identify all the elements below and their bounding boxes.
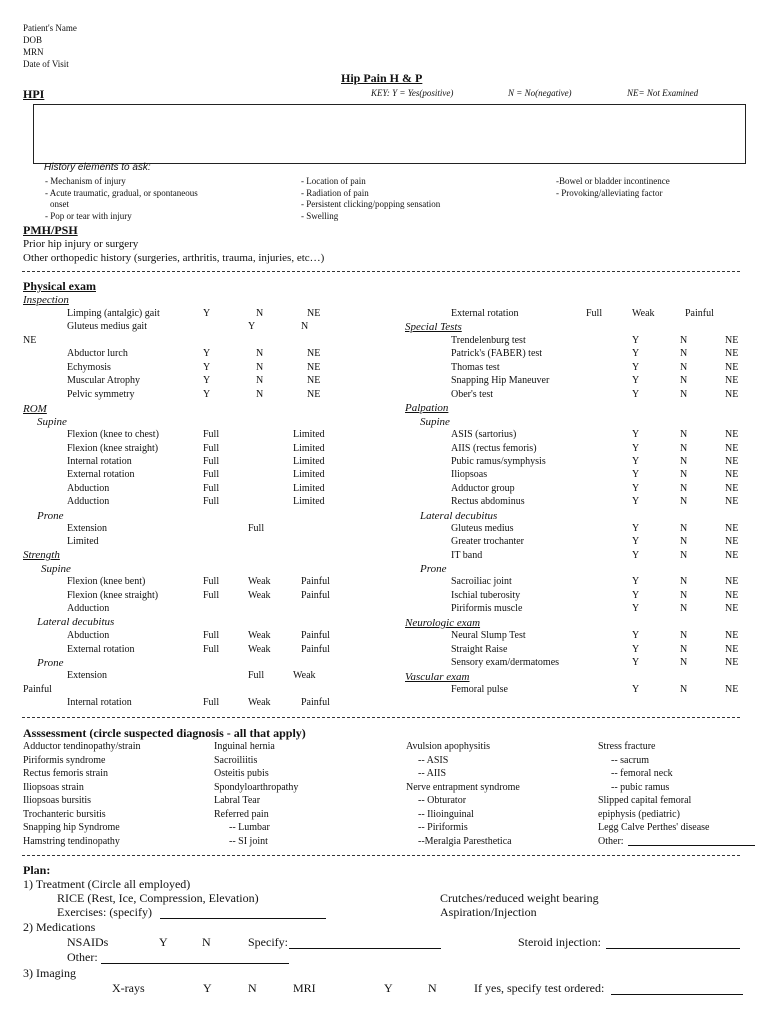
special-test-item: Trendelenburg test	[451, 335, 526, 346]
diagnosis-option[interactable]: Trochanteric bursitis	[23, 808, 106, 820]
option-ne[interactable]: NE	[725, 536, 739, 547]
palpation-lateral-label: Lateral decubitus	[420, 510, 498, 522]
option-y[interactable]: Y	[203, 308, 211, 319]
rom-item: External rotation	[451, 308, 519, 319]
option-ne[interactable]: NE	[725, 375, 739, 386]
option-weak[interactable]: Weak	[248, 644, 271, 655]
option-full[interactable]: Full	[203, 590, 220, 601]
palpation-item: Adductor group	[451, 483, 515, 494]
neuro-item: Neural Slump Test	[451, 630, 526, 641]
neuro-item: Straight Raise	[451, 644, 508, 655]
medications-label: 2) Medications	[23, 920, 96, 934]
palpation-prone-label: Prone	[420, 563, 447, 575]
pmh-line: Other orthopedic history (surgeries, arthritis, trauma, injuries, etc…)	[23, 252, 325, 264]
palpation-item: AIIS (rectus femoris)	[451, 443, 537, 454]
palpation-item: Piriformis muscle	[451, 603, 523, 614]
option-n[interactable]: N	[256, 308, 264, 319]
diagnosis-option[interactable]: Iliopsoas strain	[23, 781, 84, 793]
option-n[interactable]: N	[301, 321, 309, 332]
option-y[interactable]: Y	[632, 375, 640, 386]
option-n[interactable]: N	[680, 348, 688, 359]
diagnosis-option[interactable]: -- ASIS	[418, 754, 449, 766]
rom-item: External rotation	[67, 469, 135, 480]
option-n[interactable]: N	[680, 483, 688, 494]
option-ne[interactable]: NE	[725, 630, 739, 641]
history-item: - Radiation of pain	[301, 188, 369, 198]
if-yes-label: If yes, specify test ordered:	[474, 981, 605, 995]
option-n[interactable]: N	[680, 362, 688, 373]
nsaids-specify-label: Specify:	[248, 935, 288, 949]
option-weak[interactable]: Weak	[248, 697, 271, 708]
option-y[interactable]: Y	[632, 523, 640, 534]
xrays-yes[interactable]: Y	[203, 981, 212, 995]
option-n[interactable]: N	[680, 576, 688, 587]
option-ne[interactable]: NE	[725, 362, 739, 373]
diagnosis-option[interactable]: -- pubic ramus	[611, 781, 670, 793]
rom-supine-label: Supine	[37, 416, 67, 428]
inspection-item: Abductor lurch	[67, 348, 128, 359]
assessment-heading: Asssessment (circle suspected diagnosis - all that apply)	[23, 726, 306, 740]
option-limited[interactable]: Limited	[293, 429, 325, 440]
option-y[interactable]: Y	[632, 483, 640, 494]
divider	[22, 271, 740, 272]
mri-no[interactable]: N	[428, 981, 437, 995]
option-n[interactable]: N	[256, 362, 264, 373]
history-item: - Pop or tear with injury	[45, 211, 132, 221]
diagnosis-option[interactable]: Nerve entrapment syndrome	[406, 781, 520, 793]
diagnosis-option[interactable]: Sacroiliitis	[214, 754, 258, 766]
nsaids-label: NSAIDs	[67, 935, 109, 949]
history-item: - Acute traumatic, gradual, or spontaneous	[45, 188, 198, 198]
special-test-item: Snapping Hip Maneuver	[451, 375, 550, 386]
option-limited[interactable]: Limited	[293, 496, 325, 507]
diagnosis-option[interactable]: -- SI joint	[229, 835, 268, 847]
palpation-item: Rectus abdominus	[451, 496, 525, 507]
option-full[interactable]: Full	[203, 443, 220, 454]
option-n[interactable]: N	[680, 429, 688, 440]
strength-prone-label: Prone	[37, 657, 64, 669]
diagnosis-option[interactable]: Inguinal hernia	[214, 741, 275, 752]
exercises-line[interactable]	[160, 918, 326, 919]
xrays-no[interactable]: N	[248, 981, 257, 995]
assessment-other-line[interactable]	[628, 845, 755, 846]
special-tests-heading: Special Tests	[405, 321, 462, 333]
option-n[interactable]: N	[680, 536, 688, 547]
inspection-item: Limping (antalgic) gait	[67, 308, 160, 319]
treatment-label: 1) Treatment (Circle all employed)	[23, 877, 191, 891]
palpation-heading: Palpation	[405, 402, 449, 414]
diagnosis-option[interactable]: -- Obturator	[418, 795, 467, 806]
diagnosis-option[interactable]: -- sacrum	[611, 754, 650, 766]
option-full[interactable]: Full	[203, 644, 220, 655]
rom-item: Flexion (knee to chest)	[67, 429, 159, 440]
neurologic-exam-heading: Neurologic exam	[405, 617, 481, 629]
option-ne[interactable]: NE	[307, 348, 321, 359]
special-test-item: Thomas test	[451, 362, 500, 373]
diagnosis-option[interactable]: --Meralgia Paresthetica	[418, 835, 512, 847]
option-n[interactable]: N	[680, 523, 688, 534]
option-ne[interactable]: NE	[725, 389, 739, 400]
option-n[interactable]: N	[680, 375, 688, 386]
palpation-item: Ischial tuberosity	[451, 590, 521, 601]
option-n[interactable]: N	[680, 443, 688, 454]
special-test-item: Ober's test	[451, 389, 494, 400]
option-y[interactable]: Y	[632, 684, 640, 695]
mri-label: MRI	[293, 981, 316, 995]
nsaids-yes[interactable]: Y	[159, 935, 168, 949]
option-n[interactable]: N	[680, 469, 688, 480]
option-y[interactable]: Y	[632, 576, 640, 587]
diagnosis-option[interactable]: -- Piriformis	[418, 822, 468, 833]
palpation-item: Greater trochanter	[451, 536, 525, 547]
strength-item: Abduction	[67, 630, 110, 641]
option-y[interactable]: Y	[632, 456, 640, 467]
inspection-item: Pelvic symmetry	[67, 389, 135, 400]
plan-heading: Plan:	[23, 863, 51, 877]
neuro-item: Sensory exam/dermatomes	[451, 657, 560, 668]
exercises-label: Exercises: (specify)	[57, 905, 152, 919]
option-limited[interactable]: Limited	[293, 469, 325, 480]
option-n[interactable]: N	[680, 550, 688, 561]
vascular-exam-heading: Vascular exam	[405, 671, 470, 683]
strength-item: Adduction	[67, 603, 110, 614]
diagnosis-option[interactable]: Snapping hip Syndrome	[23, 822, 120, 833]
rom-item: Abduction	[67, 483, 110, 494]
option-n[interactable]: N	[680, 684, 688, 695]
history-item: onset	[50, 199, 69, 209]
nsaids-specify-line[interactable]	[289, 948, 441, 949]
xrays-label: X-rays	[112, 981, 145, 995]
steroid-line[interactable]	[606, 948, 740, 949]
option-y[interactable]: Y	[632, 657, 640, 668]
option-ne[interactable]: NE	[307, 362, 321, 373]
divider	[22, 717, 740, 718]
palpation-item: Gluteus medius	[451, 523, 514, 534]
option-full[interactable]: Full	[248, 523, 265, 534]
option-y[interactable]: Y	[203, 375, 211, 386]
option-y[interactable]: Y	[632, 536, 640, 547]
option-weak[interactable]: Weak	[293, 670, 316, 681]
history-item: - Swelling	[301, 211, 339, 221]
inspection-item: Gluteus medius gait	[67, 321, 147, 332]
strength-supine-label: Supine	[41, 563, 71, 575]
key-no: N = No(negative)	[508, 88, 572, 98]
option-y[interactable]: Y	[632, 469, 640, 480]
special-test-item: Patrick's (FABER) test	[451, 348, 543, 359]
rom-item: Extension	[67, 523, 107, 534]
option-weak[interactable]: Weak	[248, 630, 271, 641]
option-ne[interactable]: NE	[725, 443, 739, 454]
diagnosis-option[interactable]: Osteitis pubis	[214, 768, 269, 779]
option-y[interactable]: Y	[248, 321, 256, 332]
diagnosis-option[interactable]: Iliopsoas bursitis	[23, 795, 92, 806]
diagnosis-option[interactable]: Rectus femoris strain	[23, 768, 108, 779]
strength-item: Extension	[67, 670, 107, 681]
option-full[interactable]: Full	[203, 456, 220, 467]
imaging-label: 3) Imaging	[23, 966, 76, 980]
option-painful[interactable]: Painful	[301, 576, 330, 587]
option-n[interactable]: N	[680, 630, 688, 641]
diagnosis-option[interactable]: -- AIIS	[418, 768, 447, 779]
option-full[interactable]: Full	[203, 429, 220, 440]
hpi-heading: HPI	[23, 87, 45, 101]
option-ne[interactable]: NE	[725, 644, 739, 655]
option-n[interactable]: N	[680, 456, 688, 467]
pmh-line: Prior hip injury or surgery	[23, 238, 139, 250]
option-y[interactable]: Y	[203, 362, 211, 373]
palpation-item: Iliopsoas	[451, 469, 488, 480]
option-n[interactable]: N	[256, 348, 264, 359]
option-painful[interactable]: Painful	[301, 644, 330, 655]
option-painful[interactable]: Painful	[301, 697, 330, 708]
crutches-option[interactable]: Crutches/reduced weight bearing	[440, 891, 599, 905]
diagnosis-option[interactable]: Spondyloarthropathy	[214, 781, 299, 793]
option-weak[interactable]: Weak	[248, 590, 271, 601]
med-other-label: Other:	[67, 950, 98, 964]
patient-name-label: Patient's Name	[23, 23, 77, 33]
inspection-heading: Inspection	[23, 294, 69, 306]
option-full[interactable]: Full	[203, 496, 220, 507]
palpation-item: Pubic ramus/symphysis	[451, 456, 546, 467]
diagnosis-option[interactable]: -- femoral neck	[611, 768, 673, 779]
option-n[interactable]: N	[680, 657, 688, 668]
option-full[interactable]: Full	[248, 670, 265, 681]
diagnosis-option[interactable]: Other:	[598, 835, 624, 847]
option-full[interactable]: Full	[203, 469, 220, 480]
history-item: - Provoking/alleviating factor	[556, 188, 663, 198]
option-y[interactable]: Y	[632, 590, 640, 601]
steroid-label: Steroid injection:	[518, 935, 601, 949]
diagnosis-option[interactable]: -- Ilioinguinal	[418, 808, 474, 820]
option-n[interactable]: N	[680, 603, 688, 614]
option-full[interactable]: Full	[203, 576, 220, 587]
option-y[interactable]: Y	[632, 348, 640, 359]
option-n[interactable]: N	[680, 644, 688, 655]
diagnosis-option[interactable]: Labral Tear	[214, 795, 261, 806]
option-painful[interactable]: Painful	[301, 590, 330, 601]
option-painful[interactable]: Painful	[301, 630, 330, 641]
option-ne[interactable]: NE	[725, 348, 739, 359]
divider	[22, 855, 740, 856]
rom-prone-label: Prone	[37, 510, 64, 522]
strength-item: Internal rotation	[67, 697, 132, 708]
option-ne[interactable]: NE	[725, 590, 739, 601]
diagnosis-option[interactable]: -- Lumbar	[229, 822, 270, 833]
option-ne[interactable]: NE	[725, 429, 739, 440]
option-ne[interactable]: NE	[307, 308, 321, 319]
option-y[interactable]: Y	[632, 429, 640, 440]
option-ne[interactable]: NE	[725, 657, 739, 668]
option-limited[interactable]: Limited	[293, 456, 325, 467]
option-n[interactable]: N	[680, 496, 688, 507]
option-ne[interactable]: NE	[725, 684, 739, 695]
strength-item: Flexion (knee bent)	[67, 576, 146, 587]
rom-heading: ROM	[23, 403, 47, 415]
strength-item: External rotation	[67, 644, 135, 655]
option-ne[interactable]: NE	[725, 483, 739, 494]
option-y[interactable]: Y	[632, 603, 640, 614]
option-n[interactable]: N	[680, 335, 688, 346]
option-y[interactable]: Y	[632, 550, 640, 561]
history-item: - Persistent clicking/popping sensation	[301, 199, 441, 209]
option-y[interactable]: Y	[632, 496, 640, 507]
nsaids-no[interactable]: N	[202, 935, 211, 949]
inspection-item: Muscular Atrophy	[67, 375, 141, 386]
option-ne[interactable]: NE	[307, 389, 321, 400]
option-y[interactable]: Y	[203, 348, 211, 359]
inspection-item: Echymosis	[67, 362, 111, 373]
mrn-label: MRN	[23, 47, 44, 57]
aspiration-option[interactable]: Aspiration/Injection	[440, 905, 537, 919]
diagnosis-option[interactable]: Slipped capital femoral	[598, 795, 692, 806]
option-full[interactable]: Full	[203, 483, 220, 494]
option-ne[interactable]: NE	[725, 496, 739, 507]
option-weak[interactable]: Weak	[248, 576, 271, 587]
med-other-line[interactable]	[101, 963, 289, 964]
option-full[interactable]: Full	[203, 630, 220, 641]
option-y[interactable]: Y	[632, 389, 640, 400]
rice-option[interactable]: RICE (Rest, Ice, Compression, Elevation)	[57, 891, 259, 905]
option-ne[interactable]: NE	[725, 550, 739, 561]
palpation-item: Sacroiliac joint	[451, 576, 512, 587]
rom-item: Flexion (knee straight)	[67, 443, 159, 454]
palpation-item: ASIS (sartorius)	[451, 429, 517, 440]
diagnosis-option[interactable]: Adductor tendinopathy/strain	[23, 741, 141, 752]
option-ne[interactable]: NE	[725, 603, 739, 614]
option-ne[interactable]: NE	[23, 335, 37, 346]
palpation-item: IT band	[451, 550, 483, 561]
option-painful[interactable]: Painful	[685, 308, 714, 319]
diagnosis-option[interactable]: epiphysis (pediatric)	[598, 808, 680, 820]
option-ne[interactable]: NE	[725, 576, 739, 587]
option-y[interactable]: Y	[632, 443, 640, 454]
option-full[interactable]: Full	[203, 697, 220, 708]
pmh-heading: PMH/PSH	[23, 223, 78, 237]
history-item: -Bowel or bladder incontinence	[556, 176, 670, 186]
diagnosis-option[interactable]: Avulsion apophysitis	[406, 741, 490, 752]
hpi-text-box[interactable]	[33, 104, 746, 164]
diagnosis-option[interactable]: Hamstring tendinopathy	[23, 835, 120, 847]
option-ne[interactable]: NE	[725, 523, 739, 534]
physical-exam-heading: Physical exam	[23, 279, 96, 293]
option-ne[interactable]: NE	[725, 335, 739, 346]
option-y[interactable]: Y	[632, 335, 640, 346]
key-ne: NE= Not Examined	[627, 88, 699, 98]
option-y[interactable]: Y	[632, 362, 640, 373]
diagnosis-option[interactable]: Referred pain	[214, 808, 269, 820]
history-item: - Mechanism of injury	[45, 176, 126, 186]
vascular-item: Femoral pulse	[451, 684, 508, 695]
option-y[interactable]: Y	[203, 389, 211, 400]
strength-lateral-label: Lateral decubitus	[37, 616, 115, 628]
diagnosis-option[interactable]: Legg Calve Perthes' disease	[598, 822, 710, 833]
option-painful[interactable]: Painful	[23, 684, 52, 695]
dob-label: DOB	[23, 35, 43, 45]
history-elements-label: History elements to ask:	[44, 162, 151, 173]
option-n[interactable]: N	[680, 590, 688, 601]
date-of-visit-label: Date of Visit	[23, 59, 69, 69]
option-y[interactable]: Y	[632, 644, 640, 655]
key-yes: KEY: Y = Yes(positive)	[371, 88, 454, 98]
if-yes-line[interactable]	[611, 994, 743, 995]
option-n[interactable]: N	[256, 375, 264, 386]
mri-yes[interactable]: Y	[384, 981, 393, 995]
option-n[interactable]: N	[680, 389, 688, 400]
option-y[interactable]: Y	[632, 630, 640, 641]
diagnosis-option[interactable]: Piriformis syndrome	[23, 754, 106, 766]
form-title: Hip Pain H & P	[341, 71, 423, 85]
option-full[interactable]: Full	[586, 308, 603, 319]
rom-item: Adduction	[67, 496, 110, 507]
option-limited[interactable]: Limited	[293, 443, 325, 454]
history-item: - Location of pain	[301, 176, 366, 186]
option-weak[interactable]: Weak	[632, 308, 655, 319]
option-limited[interactable]: Limited	[67, 536, 99, 547]
palpation-supine-label: Supine	[420, 416, 450, 428]
strength-item: Flexion (knee straight)	[67, 590, 159, 601]
option-ne[interactable]: NE	[725, 469, 739, 480]
option-ne[interactable]: NE	[725, 456, 739, 467]
diagnosis-option[interactable]: Stress fracture	[598, 741, 656, 752]
strength-heading: Strength	[23, 549, 60, 561]
rom-item: Internal rotation	[67, 456, 132, 467]
option-n[interactable]: N	[256, 389, 264, 400]
option-limited[interactable]: Limited	[293, 483, 325, 494]
option-ne[interactable]: NE	[307, 375, 321, 386]
